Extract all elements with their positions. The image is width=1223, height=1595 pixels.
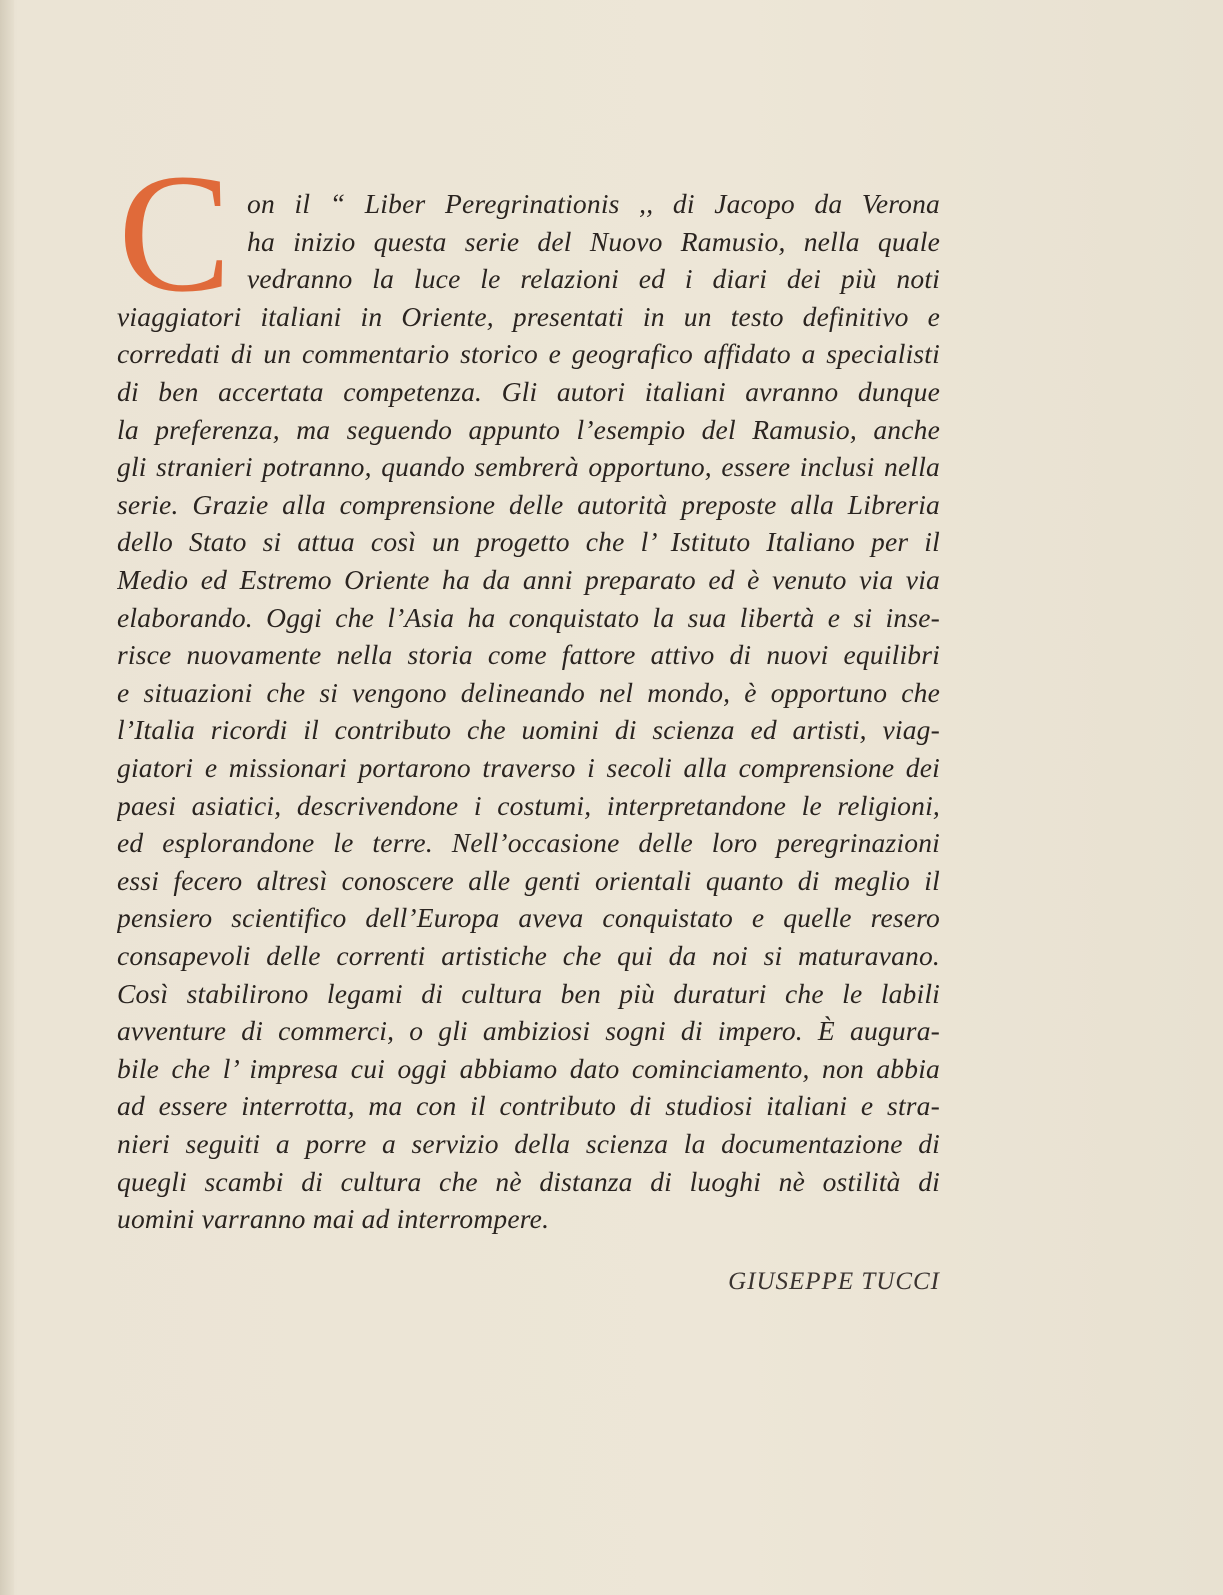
text-line: serie. Grazie alla comprensione delle autorità preposte alla Libreria	[117, 488, 940, 520]
text-line: bile che l’ impresa cui oggi abbiamo dato cominciamento, non abbia	[117, 1052, 940, 1084]
text-line: risce nuovamente nella storia come fattore attivo di nuovi equilibri	[117, 639, 940, 671]
text-line: gli stranieri potranno, quando sembrerà opportuno, essere inclusi nella	[117, 451, 940, 483]
text-line: uomini varranno mai ad interrompere.	[117, 1203, 550, 1235]
text-line: e situazioni che si vengono delineando nel mondo, è opportuno che	[117, 676, 940, 708]
text-line: ha inizio questa serie del Nuovo Ramusio, nella quale	[247, 225, 940, 257]
author-signature: GIUSEPPE TUCCI	[728, 1268, 940, 1295]
text-line: Così stabilirono legami di cultura ben più duraturi che le labili	[117, 977, 940, 1009]
drop-cap: C	[118, 139, 232, 327]
text-line: consapevoli delle correnti artistiche che qui da noi si maturavano.	[117, 940, 940, 971]
text-line: corredati di un commentario storico e geografico affidato a specialisti	[117, 338, 940, 370]
text-line: giatori e missionari portarono traverso i secoli alla comprensione dei	[117, 752, 940, 783]
text-line: nieri seguiti a porre a servizio della scienza la documentazione di	[117, 1128, 940, 1159]
text-line: ad essere interrotta, ma con il contributo di studiosi italiani e stra-	[117, 1090, 940, 1122]
text-line: avventure di commerci, o gli ambiziosi sogni di impero. È augura-	[117, 1015, 940, 1047]
text-line: viaggiatori italiani in Oriente, presentati in un testo definitivo e	[117, 300, 940, 332]
text-line: elaborando. Oggi che l’Asia ha conquistato la sua libertà e si inse-	[117, 601, 940, 633]
text-line: dello Stato si attua così un progetto che l’ Istituto Italiano per il	[117, 526, 940, 558]
text-line: l’Italia ricordi il contributo che uomini di scienza ed artisti, viag-	[117, 714, 940, 746]
text-line: ed esplorandone le terre. Nell’occasione delle loro peregrinazioni	[117, 827, 940, 859]
text-line: paesi asiatici, descrivendone i costumi, interpretandone le religioni,	[117, 789, 940, 821]
text-line: vedranno la luce le relazioni ed i diari dei più noti	[247, 263, 940, 295]
text-line: di ben accertata competenza. Gli autori italiani avranno dunque	[117, 376, 940, 407]
text-line: pensiero scientifico dell’Europa aveva conquistato e quelle resero	[117, 902, 940, 934]
text-line: Medio ed Estremo Oriente ha da anni preparato ed è venuto via via	[117, 564, 940, 595]
text-line: essi fecero altresì conoscere alle genti orientali quanto di meglio il	[117, 864, 940, 896]
text-line: quegli scambi di cultura che nè distanza di luoghi nè ostilità di	[117, 1165, 940, 1197]
page-edge	[0, 0, 14, 1595]
text-line: on il “ Liber Peregrinationis ,, di Jacopo da Verona	[247, 188, 940, 219]
text-line: la preferenza, ma seguendo appunto l’esempio del Ramusio, anche	[117, 413, 940, 445]
